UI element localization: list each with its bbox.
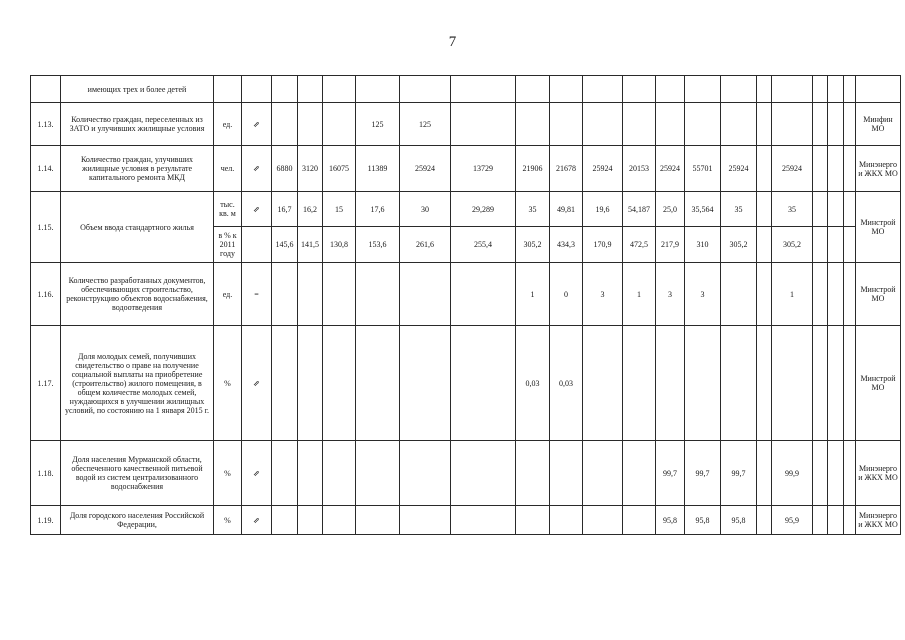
value-cell: 170,9 bbox=[583, 227, 623, 263]
value-cell: 310 bbox=[685, 227, 721, 263]
table-row-continued bbox=[31, 76, 901, 103]
value-cell bbox=[828, 227, 844, 263]
value-cell: 1 bbox=[516, 263, 550, 326]
value-cell: 15 bbox=[323, 192, 356, 227]
value-cell bbox=[856, 76, 901, 103]
value-cell: 25924 bbox=[772, 146, 813, 192]
value-cell bbox=[323, 326, 356, 441]
value-cell: 99,7 bbox=[721, 441, 757, 506]
unit-cell: тыс. кв. м bbox=[214, 192, 242, 227]
value-cell bbox=[844, 441, 856, 506]
value-cell bbox=[844, 146, 856, 192]
value-cell bbox=[844, 76, 856, 103]
value-cell: 434,3 bbox=[550, 227, 583, 263]
value-cell: 35 bbox=[516, 192, 550, 227]
value-cell: 125 bbox=[356, 103, 400, 146]
indicator-cell: Объем ввода стандартного жилья bbox=[61, 192, 214, 263]
value-cell bbox=[550, 76, 583, 103]
value-cell: 261,6 bbox=[400, 227, 451, 263]
value-cell: 54,187 bbox=[623, 192, 656, 227]
value-cell bbox=[400, 441, 451, 506]
value-cell bbox=[451, 506, 516, 535]
value-cell bbox=[828, 441, 844, 506]
indicator-cell: имеющих трех и более детей bbox=[61, 76, 214, 103]
value-cell bbox=[813, 76, 828, 103]
value-cell: 305,2 bbox=[516, 227, 550, 263]
responsible-cell: Минэнерго и ЖКХ МО bbox=[856, 506, 901, 535]
value-cell: 255,4 bbox=[451, 227, 516, 263]
table-row bbox=[31, 506, 901, 535]
indicator-cell: Доля молодых семей, получивших свидетельство о праве на получение социальной выплаты на приобретение (строительство) жилого помещения, в общем количестве молодых семей, нуждающихся в улучшении жилищных условий, по состоянию на 1 января 2015 г. bbox=[61, 326, 214, 441]
value-cell bbox=[828, 192, 844, 227]
value-cell: 3 bbox=[656, 263, 685, 326]
indicators-table bbox=[30, 75, 901, 535]
row-number-cell: 1.13. bbox=[31, 103, 61, 146]
trend-arrow-cell: ⇗ bbox=[242, 326, 272, 441]
value-cell bbox=[828, 103, 844, 146]
value-cell: 25924 bbox=[583, 146, 623, 192]
responsible-cell: Минэнерго и ЖКХ МО bbox=[856, 146, 901, 192]
table-row bbox=[31, 103, 901, 146]
value-cell bbox=[757, 227, 772, 263]
value-cell bbox=[451, 263, 516, 326]
value-cell bbox=[400, 506, 451, 535]
value-cell bbox=[272, 103, 298, 146]
responsible-cell: Минфин МО bbox=[856, 103, 901, 146]
value-cell bbox=[323, 441, 356, 506]
value-cell: 95,9 bbox=[772, 506, 813, 535]
trend-arrow-cell: ⇗ bbox=[242, 441, 272, 506]
value-cell bbox=[721, 103, 757, 146]
value-cell: 49,81 bbox=[550, 192, 583, 227]
value-cell bbox=[757, 326, 772, 441]
value-cell bbox=[828, 326, 844, 441]
value-cell: 13729 bbox=[451, 146, 516, 192]
value-cell bbox=[813, 326, 828, 441]
value-cell bbox=[516, 506, 550, 535]
value-cell: 30 bbox=[400, 192, 451, 227]
value-cell bbox=[844, 103, 856, 146]
value-cell bbox=[451, 76, 516, 103]
value-cell: 305,2 bbox=[772, 227, 813, 263]
value-cell bbox=[757, 146, 772, 192]
unit-cell: чел. bbox=[214, 146, 242, 192]
value-cell bbox=[772, 326, 813, 441]
trend-arrow-cell: ⇗ bbox=[242, 192, 272, 227]
value-cell: 17,6 bbox=[356, 192, 400, 227]
table-row bbox=[31, 192, 901, 227]
value-cell bbox=[813, 192, 828, 227]
row-number-cell: 1.19. bbox=[31, 506, 61, 535]
value-cell bbox=[242, 76, 272, 103]
value-cell bbox=[451, 103, 516, 146]
value-cell bbox=[813, 227, 828, 263]
trend-arrow-cell: ⇗ bbox=[242, 506, 272, 535]
value-cell bbox=[721, 76, 757, 103]
value-cell bbox=[400, 76, 451, 103]
value-cell: 16,2 bbox=[298, 192, 323, 227]
responsible-cell: Минэнерго и ЖКХ МО bbox=[856, 441, 901, 506]
value-cell bbox=[451, 326, 516, 441]
value-cell bbox=[323, 76, 356, 103]
value-cell: 153,6 bbox=[356, 227, 400, 263]
unit-cell: ед. bbox=[214, 263, 242, 326]
value-cell bbox=[583, 441, 623, 506]
value-cell: 35 bbox=[721, 192, 757, 227]
value-cell bbox=[721, 326, 757, 441]
value-cell bbox=[757, 76, 772, 103]
value-cell bbox=[844, 192, 856, 227]
value-cell: 95,8 bbox=[685, 506, 721, 535]
value-cell: 21906 bbox=[516, 146, 550, 192]
value-cell bbox=[772, 103, 813, 146]
value-cell: 1 bbox=[623, 263, 656, 326]
trend-arrow-cell bbox=[242, 227, 272, 263]
value-cell bbox=[844, 227, 856, 263]
value-cell bbox=[298, 326, 323, 441]
value-cell: 6880 bbox=[272, 146, 298, 192]
value-cell bbox=[323, 263, 356, 326]
value-cell bbox=[298, 506, 323, 535]
value-cell: 25,0 bbox=[656, 192, 685, 227]
value-cell: 29,289 bbox=[451, 192, 516, 227]
row-number-cell bbox=[31, 76, 61, 103]
value-cell bbox=[550, 441, 583, 506]
value-cell bbox=[356, 506, 400, 535]
value-cell: 35,564 bbox=[685, 192, 721, 227]
value-cell: 217,9 bbox=[656, 227, 685, 263]
unit-cell: % bbox=[214, 506, 242, 535]
value-cell bbox=[400, 263, 451, 326]
value-cell bbox=[400, 326, 451, 441]
trend-arrow-cell: ⇗ bbox=[242, 103, 272, 146]
row-number-cell: 1.17. bbox=[31, 326, 61, 441]
value-cell bbox=[583, 76, 623, 103]
value-cell bbox=[323, 103, 356, 146]
value-cell bbox=[550, 103, 583, 146]
value-cell bbox=[685, 76, 721, 103]
indicator-cell: Количество граждан, улучивших жилищные условия в результате капитального ремонта МКД bbox=[61, 146, 214, 192]
value-cell bbox=[298, 76, 323, 103]
value-cell: 21678 bbox=[550, 146, 583, 192]
value-cell bbox=[272, 506, 298, 535]
unit-cell: в % к 2011 году bbox=[214, 227, 242, 263]
value-cell bbox=[623, 76, 656, 103]
value-cell: 125 bbox=[400, 103, 451, 146]
value-cell: 16,7 bbox=[272, 192, 298, 227]
value-cell bbox=[356, 263, 400, 326]
table-body bbox=[31, 76, 901, 535]
value-cell: 3120 bbox=[298, 146, 323, 192]
row-number-cell: 1.14. bbox=[31, 146, 61, 192]
table-row bbox=[31, 441, 901, 506]
value-cell bbox=[813, 146, 828, 192]
value-cell bbox=[356, 441, 400, 506]
value-cell bbox=[656, 76, 685, 103]
value-cell: 20153 bbox=[623, 146, 656, 192]
value-cell: 55701 bbox=[685, 146, 721, 192]
value-cell: 145,6 bbox=[272, 227, 298, 263]
value-cell bbox=[828, 506, 844, 535]
value-cell bbox=[656, 103, 685, 146]
value-cell: 95,8 bbox=[656, 506, 685, 535]
table-row bbox=[31, 326, 901, 441]
value-cell bbox=[516, 441, 550, 506]
value-cell bbox=[844, 326, 856, 441]
table-row bbox=[31, 146, 901, 192]
value-cell bbox=[757, 192, 772, 227]
value-cell bbox=[356, 326, 400, 441]
value-cell: 0,03 bbox=[516, 326, 550, 441]
value-cell: 472,5 bbox=[623, 227, 656, 263]
value-cell bbox=[214, 76, 242, 103]
value-cell bbox=[298, 263, 323, 326]
value-cell bbox=[828, 263, 844, 326]
value-cell: 25924 bbox=[721, 146, 757, 192]
value-cell bbox=[550, 506, 583, 535]
row-number-cell: 1.15. bbox=[31, 192, 61, 263]
value-cell bbox=[516, 103, 550, 146]
value-cell: 99,7 bbox=[685, 441, 721, 506]
indicator-cell: Доля городского населения Российской Федерации, bbox=[61, 506, 214, 535]
value-cell bbox=[451, 441, 516, 506]
value-cell bbox=[272, 326, 298, 441]
value-cell: 25924 bbox=[400, 146, 451, 192]
value-cell bbox=[583, 326, 623, 441]
value-cell bbox=[623, 506, 656, 535]
value-cell bbox=[323, 506, 356, 535]
value-cell bbox=[298, 103, 323, 146]
value-cell: 3 bbox=[685, 263, 721, 326]
unit-cell: % bbox=[214, 441, 242, 506]
value-cell: 3 bbox=[583, 263, 623, 326]
responsible-cell: Минстрой МО bbox=[856, 326, 901, 441]
value-cell: 0,03 bbox=[550, 326, 583, 441]
indicator-cell: Количество разработанных документов, обеспечивающих строительство, реконструкцию объектов водоснабжения, водоотведения bbox=[61, 263, 214, 326]
indicator-cell: Количество граждан, переселенных из ЗАТО и улучивших жилищные условия bbox=[61, 103, 214, 146]
value-cell bbox=[813, 103, 828, 146]
value-cell bbox=[272, 76, 298, 103]
value-cell bbox=[772, 76, 813, 103]
value-cell bbox=[516, 76, 550, 103]
value-cell bbox=[813, 506, 828, 535]
indicator-cell: Доля населения Мурманской области, обеспеченного качественной питьевой водой из систем централизованного водоснабжения bbox=[61, 441, 214, 506]
value-cell bbox=[583, 506, 623, 535]
value-cell bbox=[844, 263, 856, 326]
trend-arrow-cell: ⇗ bbox=[242, 146, 272, 192]
unit-cell: ед. bbox=[214, 103, 242, 146]
value-cell bbox=[721, 263, 757, 326]
value-cell bbox=[623, 326, 656, 441]
value-cell: 99,9 bbox=[772, 441, 813, 506]
value-cell bbox=[813, 263, 828, 326]
value-cell: 16075 bbox=[323, 146, 356, 192]
value-cell bbox=[757, 506, 772, 535]
trend-arrow-cell: = bbox=[242, 263, 272, 326]
value-cell bbox=[356, 76, 400, 103]
value-cell bbox=[583, 103, 623, 146]
row-number-cell: 1.18. bbox=[31, 441, 61, 506]
value-cell bbox=[828, 76, 844, 103]
value-cell: 1 bbox=[772, 263, 813, 326]
unit-cell: % bbox=[214, 326, 242, 441]
value-cell: 99,7 bbox=[656, 441, 685, 506]
value-cell: 0 bbox=[550, 263, 583, 326]
value-cell bbox=[272, 263, 298, 326]
value-cell bbox=[757, 103, 772, 146]
value-cell bbox=[623, 103, 656, 146]
value-cell: 305,2 bbox=[721, 227, 757, 263]
value-cell bbox=[272, 441, 298, 506]
value-cell: 141,5 bbox=[298, 227, 323, 263]
value-cell bbox=[623, 441, 656, 506]
row-number-cell: 1.16. bbox=[31, 263, 61, 326]
responsible-cell: Минстрой МО bbox=[856, 192, 901, 263]
table-row bbox=[31, 263, 901, 326]
page-number: 7 bbox=[448, 34, 457, 50]
value-cell bbox=[844, 506, 856, 535]
value-cell bbox=[656, 326, 685, 441]
value-cell bbox=[828, 146, 844, 192]
value-cell bbox=[685, 103, 721, 146]
value-cell bbox=[685, 326, 721, 441]
value-cell: 11389 bbox=[356, 146, 400, 192]
value-cell bbox=[813, 441, 828, 506]
value-cell bbox=[298, 441, 323, 506]
value-cell: 19,6 bbox=[583, 192, 623, 227]
responsible-cell: Минстрой МО bbox=[856, 263, 901, 326]
value-cell bbox=[757, 441, 772, 506]
value-cell: 35 bbox=[772, 192, 813, 227]
value-cell: 95,8 bbox=[721, 506, 757, 535]
value-cell bbox=[757, 263, 772, 326]
value-cell: 130,8 bbox=[323, 227, 356, 263]
value-cell: 25924 bbox=[656, 146, 685, 192]
